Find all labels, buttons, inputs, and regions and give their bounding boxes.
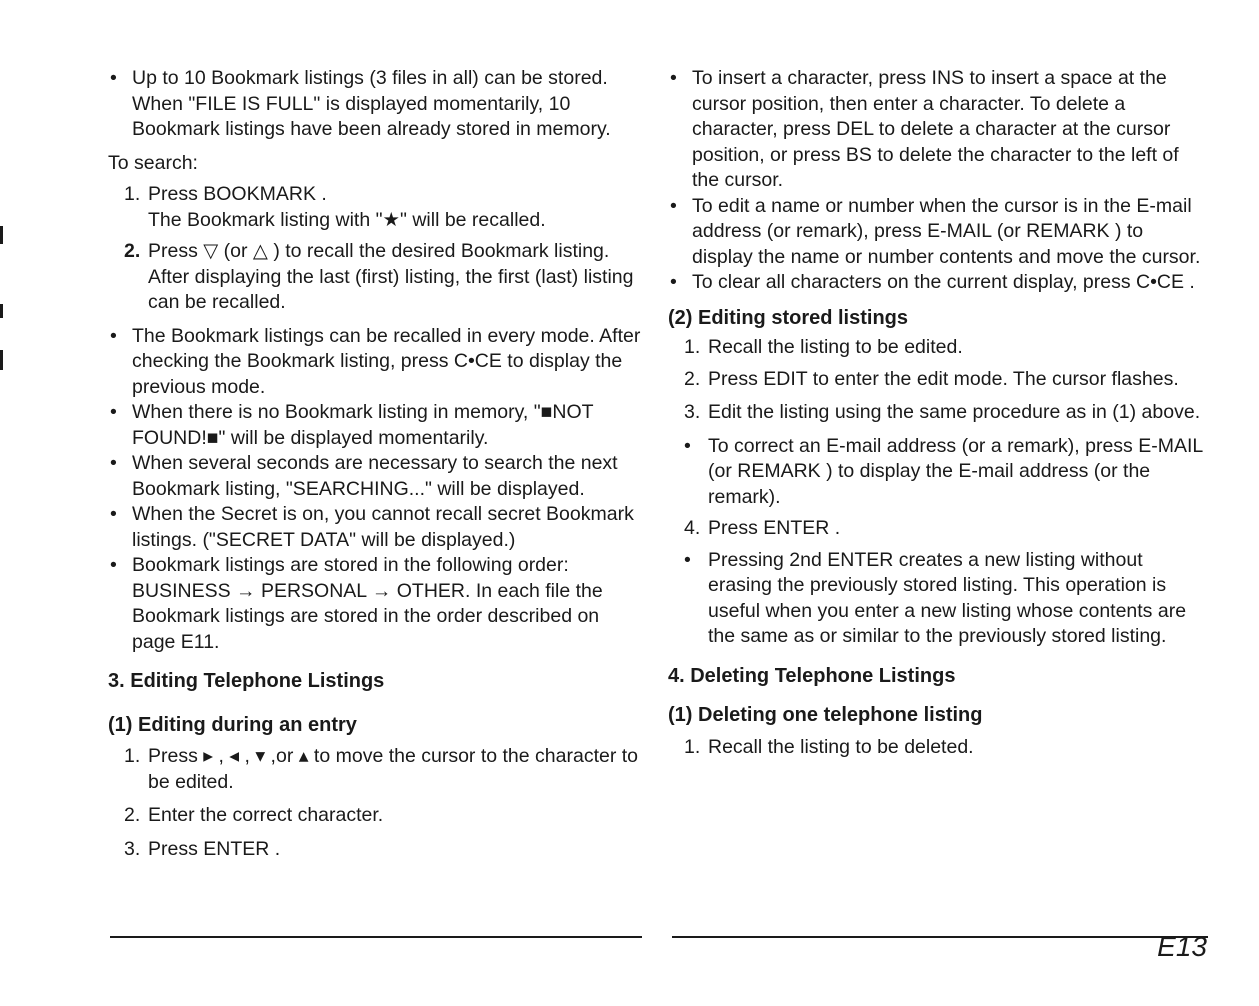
step-number: 2. (124, 240, 141, 262)
step-text: Press ▽ (or △ ) to recall the desired Bookmark listing. After displaying the last (first) listing, the first (last) listing can be recalled. (148, 240, 634, 313)
step-number: 1. (684, 735, 701, 758)
section-heading: 3. Editing Telephone Listings (108, 670, 385, 692)
page-number: E13 (1157, 931, 1207, 962)
step-text: Edit the listing using the same procedure as in (1) above. (708, 401, 1201, 423)
step-number: 1. (684, 336, 701, 358)
list-item: • To edit a name or number when the cursor is in the E-mail address (or remark), press E-MAIL (or REMARK ) to display the name or number contents and move the cursor. (668, 194, 1203, 271)
right-column (668, 66, 1203, 760)
list-item: • Bookmark listings are stored in the following order: BUSINESS → PERSONAL → OTHER. In each file the Bookmark listings are stored in the order described on page E11. (108, 553, 643, 655)
step-1 (668, 735, 1203, 761)
step-text: Recall the listing to be edited. (708, 336, 963, 358)
step-text: Press ▸ , ◂ , ▾ ,or ▴ to move the cursor to the character to be edited. (148, 745, 639, 793)
list-item: • Up to 10 Bookmark listings (3 files in all) can be stored. When "FILE IS FULL" is displayed momentarily, 10 Bookmark listings have been already stored in memory. (108, 66, 643, 143)
step-number: 2. (684, 367, 701, 390)
step-1 (108, 744, 643, 795)
step-1 (108, 182, 643, 233)
step-3 (668, 400, 1203, 426)
to-search-label: To search: (108, 151, 198, 174)
step-number: 1. (124, 745, 141, 767)
list-item: • The Bookmark listings can be recalled in every mode. After checking the Bookmark listing, press C•CE to display the previous mode. (108, 324, 643, 401)
subsection-heading: (1) Deleting one telephone listing (668, 704, 983, 726)
step-text: Press BOOKMARK . (148, 183, 327, 205)
step-2 (108, 239, 643, 316)
step-text: Recall the listing to be deleted. (708, 735, 974, 758)
step-2 (668, 367, 1203, 393)
list-item: • Pressing 2nd ENTER creates a new listing without erasing the previously stored listing. This operation is useful when you enter a new listing whose contents are the same as or similar to the previously stored listing. (668, 548, 1203, 650)
step-2 (108, 803, 643, 829)
step-text: Press ENTER . (148, 837, 281, 860)
step-text: Press EDIT to enter the edit mode. The cursor flashes. (708, 367, 1179, 390)
step-1 (668, 335, 1203, 361)
step-number: 3. (684, 401, 701, 423)
footer-rule-right (672, 936, 1208, 938)
step-number: 1. (124, 183, 141, 205)
step-number: 3. (124, 837, 141, 860)
list-item: • When the Secret is on, you cannot recall secret Bookmark listings. ("SECRET DATA" will be displayed.) (108, 502, 643, 553)
step-4 (668, 516, 1203, 542)
subsection-heading: (2) Editing stored listings (668, 306, 909, 329)
margin-mark (0, 350, 3, 370)
step-number: 4. (684, 517, 701, 539)
list-item: • When several seconds are necessary to search the next Bookmark listing, "SEARCHING..." will be displayed. (108, 451, 643, 502)
footer-rule-left (110, 936, 642, 938)
step-text: Press ENTER . (708, 517, 841, 539)
left-column (108, 66, 643, 862)
step-text: Enter the correct character. (148, 804, 384, 826)
step-3 (108, 837, 643, 863)
list-item: • When there is no Bookmark listing in memory, "■NOT FOUND!■" will be displayed momentarily. (108, 400, 643, 451)
margin-mark (0, 304, 3, 318)
subsection-heading: (1) Editing during an entry (108, 713, 357, 736)
step-subtext: The Bookmark listing with "★" will be recalled. (148, 208, 546, 231)
list-item: • To correct an E-mail address (or a remark), press E-MAIL (or REMARK ) to display the E-mail address (or the remark). (668, 434, 1203, 511)
step-number: 2. (124, 804, 141, 826)
list-item: • To clear all characters on the current display, press C•CE . (668, 270, 1203, 296)
section-heading: 4. Deleting Telephone Listings (668, 664, 956, 687)
margin-mark (0, 226, 3, 244)
list-item: • To insert a character, press INS to insert a space at the cursor position, then enter a character. To delete a character, press DEL to delete a character at the cursor position, or press BS to delete the character to the left of the cursor. (668, 66, 1203, 194)
